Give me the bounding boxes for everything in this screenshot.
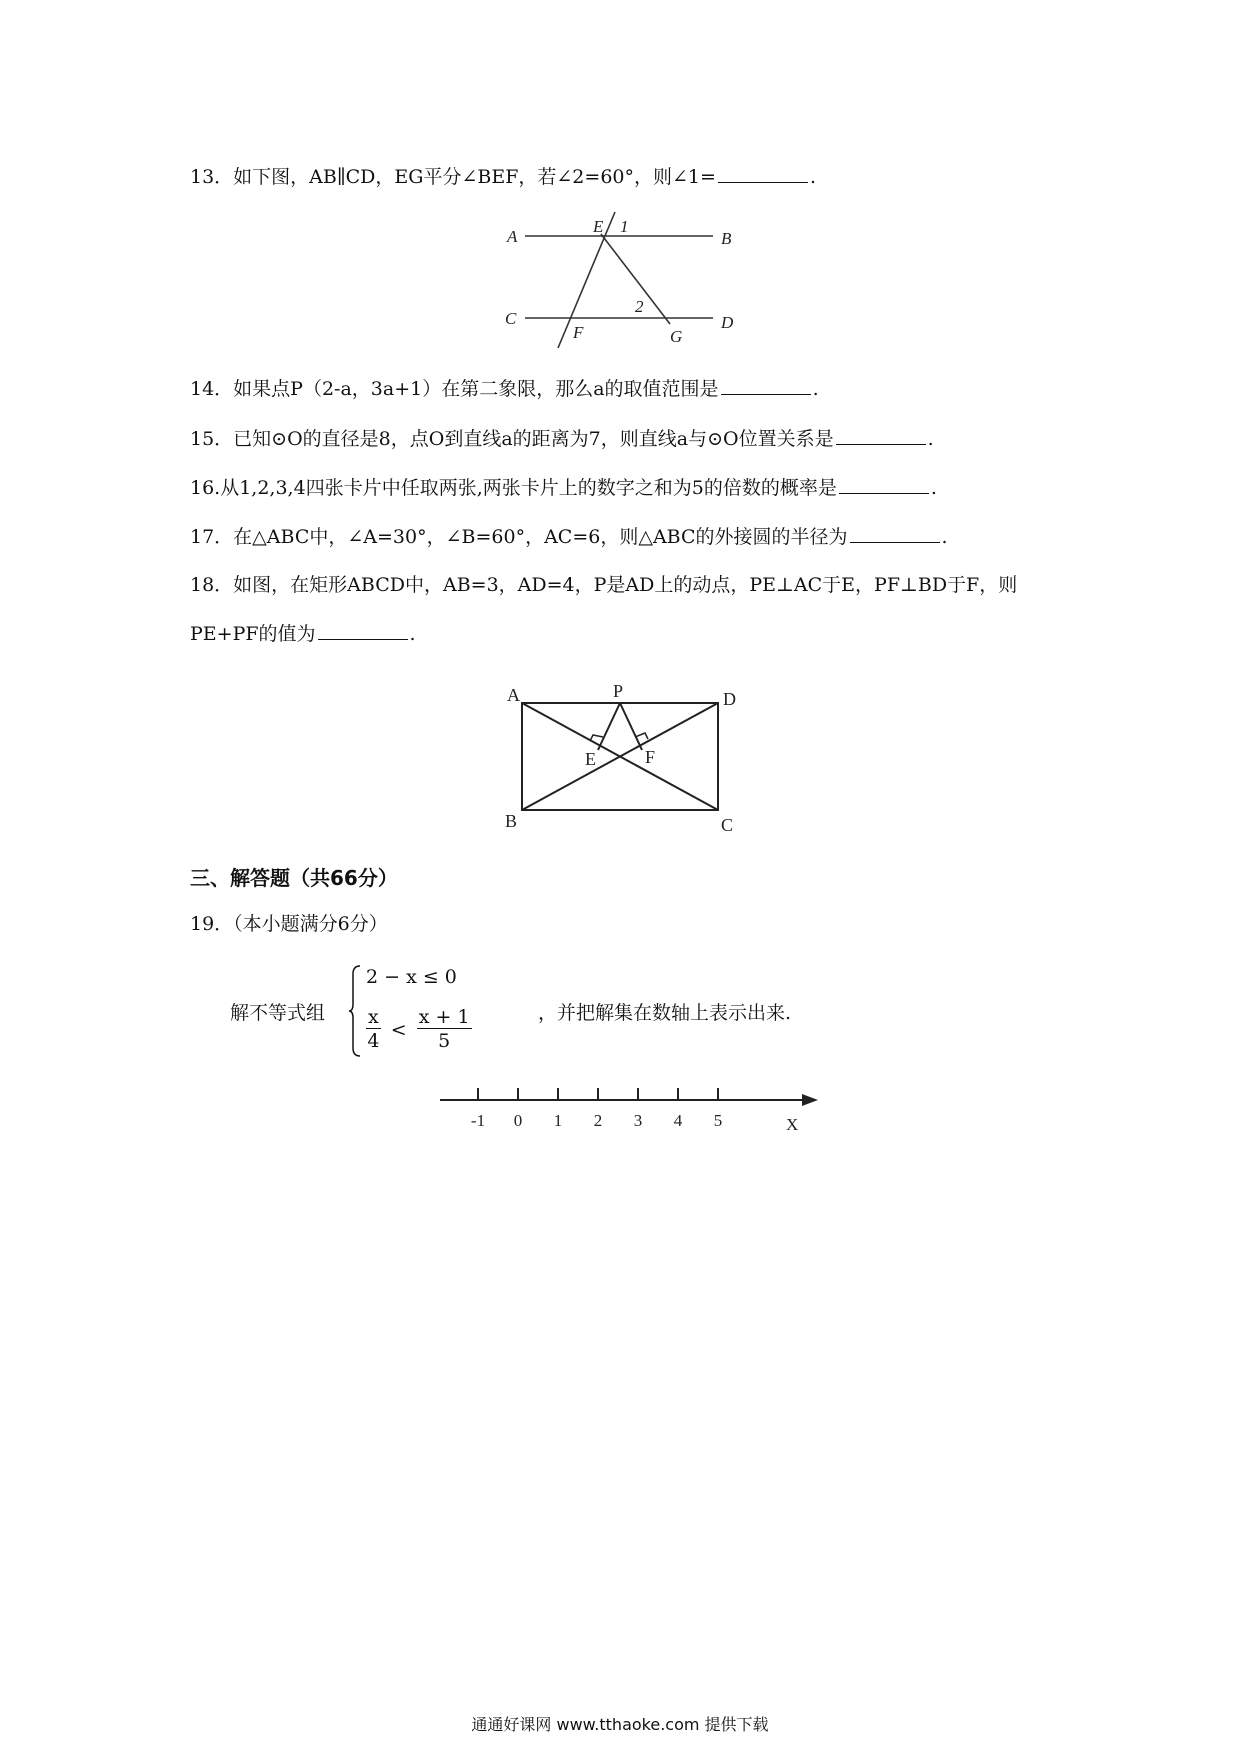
label-b: B: [721, 229, 732, 248]
question-13-text: 13．如下图，AB∥CD，EG平分∠BEF，若∠2=60°，则∠1=: [190, 166, 716, 188]
inequality-tail: ，并把解集在数轴上表示出来.: [538, 1002, 792, 1024]
number-line[interactable]: [440, 1078, 820, 1138]
label-angle-2: 2: [635, 297, 644, 316]
tick-label: 2: [593, 1111, 603, 1130]
figure-rectangle: [495, 675, 755, 835]
label-d: D: [721, 313, 734, 332]
tick-label: 0: [513, 1111, 523, 1130]
question-18-text: 18．如图，在矩形ABCD中，AB=3，AD=4，P是AD上的动点，PE⊥AC于E，PF⊥BD于F，则: [190, 574, 1018, 596]
label-e: E: [593, 217, 604, 236]
label-a: A: [507, 227, 518, 246]
answer-blank-13[interactable]: [718, 162, 808, 183]
question-15: 15．已知⊙O的直径是8，点O到直线a的距离为7，则直线a与⊙O位置关系是 .: [190, 424, 1060, 453]
label-e: E: [585, 749, 596, 769]
label-angle-1: 1: [620, 217, 629, 236]
tick-label: 1: [553, 1111, 563, 1130]
answer-blank-14[interactable]: [721, 374, 811, 395]
question-14-text: 14．如果点P（2-a，3a+1）在第二象限，那么a的取值范围是: [190, 378, 719, 400]
section-heading: 三、解答题（共66分）: [190, 866, 398, 890]
label-f: F: [573, 323, 584, 342]
question-18: [190, 571, 1060, 599]
brace-icon: [348, 964, 362, 1058]
label-c: C: [721, 815, 734, 835]
answer-blank-15[interactable]: [836, 424, 926, 445]
label-p: P: [613, 681, 624, 701]
inequality-lead: 解不等式组: [230, 1002, 326, 1024]
inequality-row-2: $\frac{x}{4}$ < $\frac{x + 1}{5}$: [367, 1006, 470, 1052]
segment-pe: [598, 703, 620, 750]
segment-pf: [620, 703, 642, 750]
right-angle-marks: [590, 733, 648, 741]
question-16: 16.从1,2,3,4四张卡片中任取两张,两张卡片上的数字之和为5的倍数的概率是 .: [190, 473, 1060, 502]
answer-blank-16[interactable]: [839, 473, 929, 494]
label-d: D: [723, 689, 736, 709]
label-a: A: [507, 685, 520, 705]
inequality-row-1: 2 − x ≤ 0: [366, 966, 457, 988]
answer-blank-17[interactable]: [850, 522, 940, 543]
question-19-title: 19．（本小题满分6分）: [190, 913, 388, 935]
label-b: B: [505, 811, 518, 831]
figure-parallel-lines: [495, 210, 755, 360]
answer-blank-18[interactable]: [318, 619, 408, 640]
line-ef: [558, 212, 615, 348]
question-15-text: 15．已知⊙O的直径是8，点O到直线a的距离为7，则直线a与⊙O位置关系是: [190, 428, 834, 450]
footer: 通通好课网 www.tthaoke.com 提供下载: [471, 1715, 769, 1734]
question-17-text: 17．在△ABC中，∠A=30°，∠B=60°，AC=6，则△ABC的外接圆的半径为: [190, 526, 848, 548]
tick-label: -1: [470, 1111, 486, 1130]
axis-label: X: [786, 1115, 799, 1134]
question-17: 17．在△ABC中，∠A=30°，∠B=60°，AC=6，则△ABC的外接圆的半径为 .: [190, 522, 1060, 551]
question-14: 14．如果点P（2-a，3a+1）在第二象限，那么a的取值范围是 .: [190, 374, 1060, 403]
question-16-text: 16.从1,2,3,4四张卡片中任取两张,两张卡片上的数字之和为5的倍数的概率是: [190, 477, 837, 499]
label-f: F: [645, 747, 656, 767]
tick-label: 3: [633, 1111, 643, 1130]
question-18-cont: PE+PF的值为 .: [190, 619, 1060, 648]
tick-label: 5: [713, 1111, 723, 1130]
label-c: C: [505, 309, 517, 328]
question-13: 13．如下图，AB∥CD，EG平分∠BEF，若∠2=60°，则∠1= .: [190, 162, 1060, 191]
tick-label: 4: [673, 1111, 683, 1130]
arrow-icon: [802, 1094, 818, 1106]
label-g: G: [670, 327, 683, 346]
